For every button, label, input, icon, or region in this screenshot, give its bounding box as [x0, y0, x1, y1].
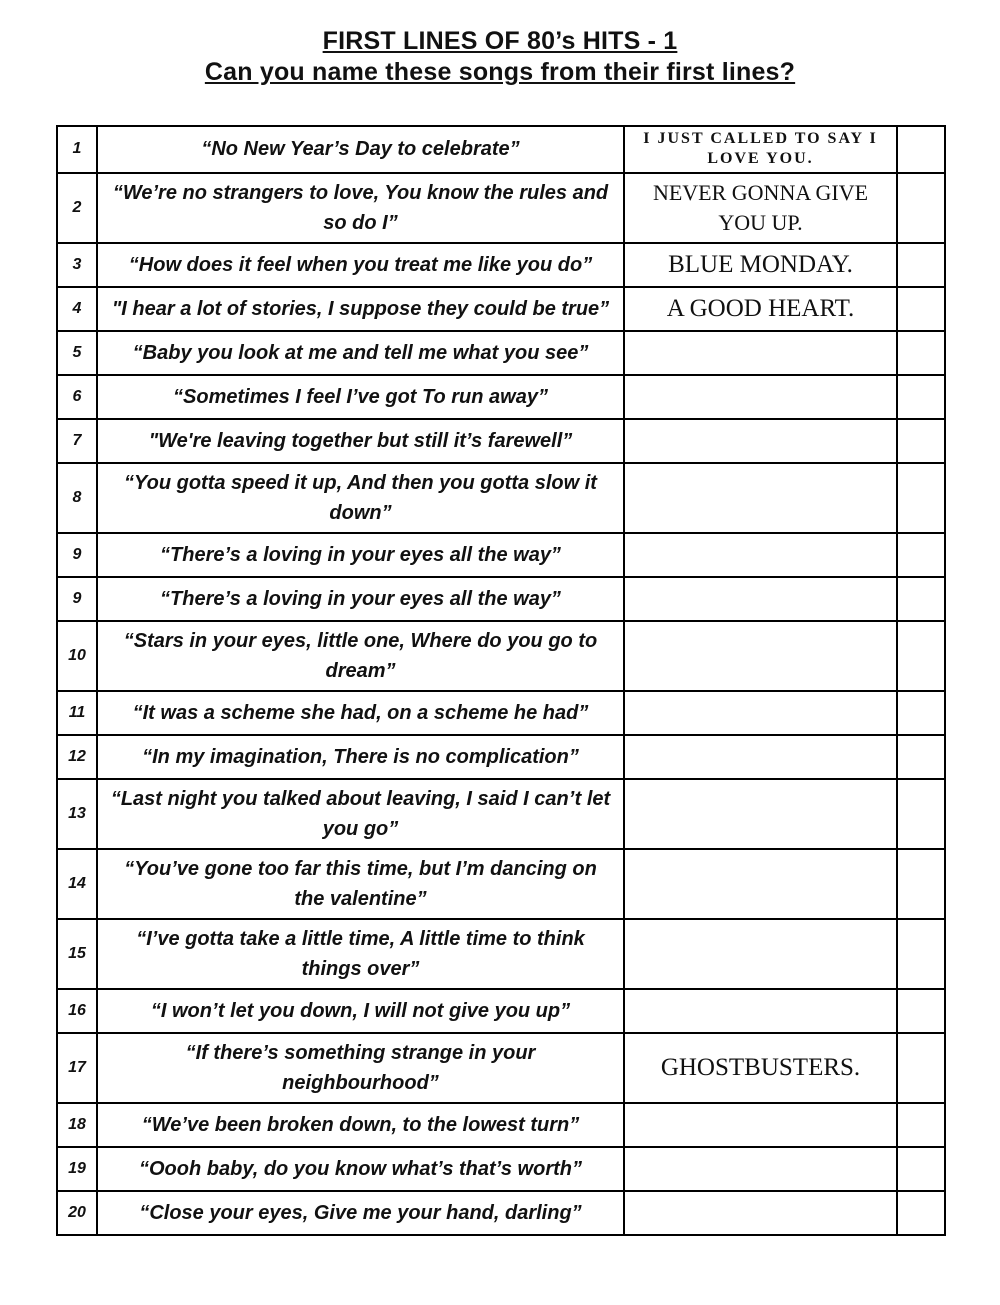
- answer-cell: [624, 779, 897, 849]
- check-cell: [897, 243, 945, 287]
- answer-cell: BLUE MONDAY.: [624, 243, 897, 287]
- check-cell: [897, 1147, 945, 1191]
- answer-cell: [624, 577, 897, 621]
- check-cell: [897, 779, 945, 849]
- row-number: 9: [57, 577, 97, 621]
- answer-cell: [624, 849, 897, 919]
- row-number: 3: [57, 243, 97, 287]
- answer-cell: [624, 419, 897, 463]
- answer-cell: [624, 1103, 897, 1147]
- table-row: [57, 621, 945, 691]
- table-row: [57, 463, 945, 533]
- row-number: 2: [57, 173, 97, 243]
- row-number: 17: [57, 1033, 97, 1103]
- row-number: 15: [57, 919, 97, 989]
- answer-cell: [624, 533, 897, 577]
- table-row: [57, 375, 945, 419]
- check-cell: [897, 691, 945, 735]
- row-number: 16: [57, 989, 97, 1033]
- check-cell: [897, 1103, 945, 1147]
- lyric-cell: "We're leaving together but still it’s farewell”: [97, 419, 624, 463]
- table-row: [57, 243, 945, 287]
- check-cell: [897, 419, 945, 463]
- row-number: 13: [57, 779, 97, 849]
- check-cell: [897, 1191, 945, 1235]
- answer-cell: I JUST CALLED TO SAY I LOVE YOU.: [624, 126, 897, 174]
- check-cell: [897, 849, 945, 919]
- check-cell: [897, 621, 945, 691]
- check-cell: [897, 577, 945, 621]
- check-cell: [897, 735, 945, 779]
- table-row: [57, 1033, 945, 1103]
- table-row: [57, 1147, 945, 1191]
- table-row: [57, 1191, 945, 1235]
- lyric-cell: “We’re no strangers to love, You know the rules and so do I”: [97, 173, 624, 243]
- lyric-cell: "I hear a lot of stories, I suppose they could be true”: [97, 287, 624, 331]
- answer-cell: A GOOD HEART.: [624, 287, 897, 331]
- lyric-cell: “Sometimes I feel I’ve got To run away”: [97, 375, 624, 419]
- table-row: [57, 331, 945, 375]
- page-subtitle: Can you name these songs from their first lines?: [204, 58, 796, 87]
- answer-cell: NEVER GONNA GIVE YOU UP.: [624, 173, 897, 243]
- row-number: 4: [57, 287, 97, 331]
- row-number: 6: [57, 375, 97, 419]
- lyric-cell: “We’ve been broken down, to the lowest turn”: [97, 1103, 624, 1147]
- lyric-cell: “You’ve gone too far this time, but I’m dancing on the valentine”: [97, 849, 624, 919]
- answer-cell: [624, 691, 897, 735]
- table-row: [57, 1103, 945, 1147]
- row-number: 1: [57, 126, 97, 174]
- row-number: 20: [57, 1191, 97, 1235]
- row-number: 9: [57, 533, 97, 577]
- answer-cell: [624, 375, 897, 419]
- table-row: [57, 287, 945, 331]
- row-number: 18: [57, 1103, 97, 1147]
- table-row: [57, 533, 945, 577]
- lyric-cell: “Close your eyes, Give me your hand, darling”: [97, 1191, 624, 1235]
- quiz-table: [56, 125, 946, 1237]
- answer-cell: [624, 989, 897, 1033]
- table-row: [57, 989, 945, 1033]
- check-cell: [897, 989, 945, 1033]
- check-cell: [897, 287, 945, 331]
- row-number: 10: [57, 621, 97, 691]
- lyric-cell: “Stars in your eyes, little one, Where do you go to dream”: [97, 621, 624, 691]
- check-cell: [897, 331, 945, 375]
- row-number: 19: [57, 1147, 97, 1191]
- lyric-cell: “How does it feel when you treat me like you do”: [97, 243, 624, 287]
- answer-cell: GHOSTBUSTERS.: [624, 1033, 897, 1103]
- answer-cell: [624, 919, 897, 989]
- answer-cell: [624, 331, 897, 375]
- table-row: [57, 779, 945, 849]
- table-row: [57, 691, 945, 735]
- lyric-cell: “There’s a loving in your eyes all the way”: [97, 533, 624, 577]
- row-number: 5: [57, 331, 97, 375]
- check-cell: [897, 1033, 945, 1103]
- lyric-cell: “Baby you look at me and tell me what you see”: [97, 331, 624, 375]
- answer-cell: [624, 1191, 897, 1235]
- check-cell: [897, 375, 945, 419]
- lyric-cell: “In my imagination, There is no complication”: [97, 735, 624, 779]
- lyric-cell: “There’s a loving in your eyes all the way”: [97, 577, 624, 621]
- table-row: [57, 919, 945, 989]
- row-number: 7: [57, 419, 97, 463]
- page-title: FIRST LINES OF 80’s HITS - 1: [322, 27, 678, 55]
- lyric-cell: “No New Year’s Day to celebrate”: [97, 126, 624, 174]
- table-row: [57, 419, 945, 463]
- table-row: [57, 126, 945, 174]
- check-cell: [897, 919, 945, 989]
- check-cell: [897, 126, 945, 174]
- lyric-cell: “Oooh baby, do you know what’s that’s worth”: [97, 1147, 624, 1191]
- table-row: [57, 173, 945, 243]
- lyric-cell: “I won’t let you down, I will not give you up”: [97, 989, 624, 1033]
- row-number: 12: [57, 735, 97, 779]
- row-number: 14: [57, 849, 97, 919]
- table-row: [57, 735, 945, 779]
- check-cell: [897, 463, 945, 533]
- table-row: [57, 577, 945, 621]
- row-number: 8: [57, 463, 97, 533]
- answer-cell: [624, 1147, 897, 1191]
- answer-cell: [624, 735, 897, 779]
- lyric-cell: “I’ve gotta take a little time, A little time to think things over”: [97, 919, 624, 989]
- row-number: 11: [57, 691, 97, 735]
- lyric-cell: “It was a scheme she had, on a scheme he had”: [97, 691, 624, 735]
- quiz-table-body: [57, 126, 945, 1236]
- check-cell: [897, 173, 945, 243]
- lyric-cell: “You gotta speed it up, And then you gotta slow it down”: [97, 463, 624, 533]
- check-cell: [897, 533, 945, 577]
- lyric-cell: “Last night you talked about leaving, I said I can’t let you go”: [97, 779, 624, 849]
- lyric-cell: “If there’s something strange in your neighbourhood”: [97, 1033, 624, 1103]
- table-row: [57, 849, 945, 919]
- answer-cell: [624, 463, 897, 533]
- answer-cell: [624, 621, 897, 691]
